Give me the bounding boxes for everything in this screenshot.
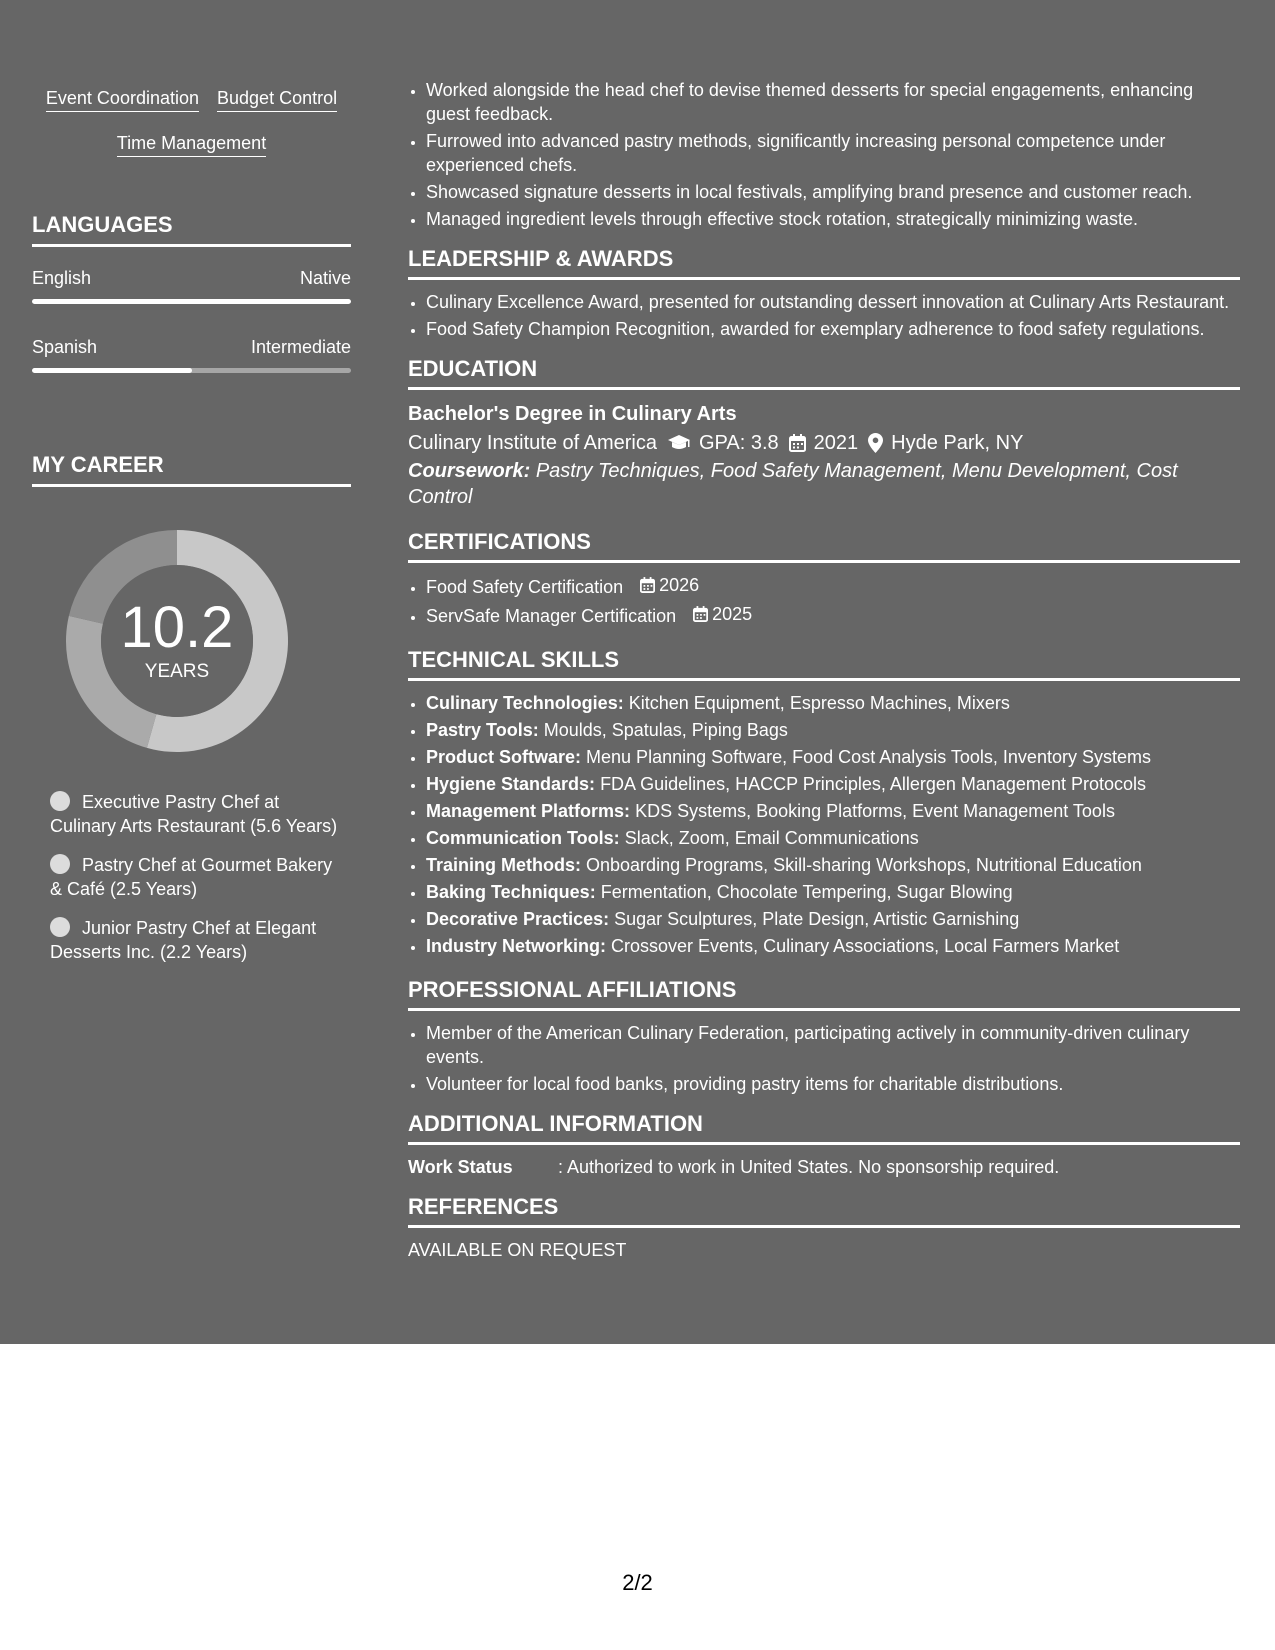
career-legend <box>50 790 340 979</box>
tech-skill-value: Kitchen Equipment, Espresso Machines, Mixers <box>628 693 1010 713</box>
tech-skill-value: Crossover Events, Culinary Associations, Local Farmers Market <box>611 936 1120 956</box>
technical-skill-item <box>426 745 1240 769</box>
certification-year: 2025 <box>712 604 753 624</box>
tech-skill-value: Sugar Sculptures, Plate Design, Artistic Garnishing <box>614 909 1020 929</box>
references-heading: REFERENCES <box>408 1193 1240 1228</box>
experience-bullet: • Worked alongside the head chef to devise themed desserts for special engagements, enhancing guest feedback. <box>426 78 1240 126</box>
technical-skill-item <box>426 799 1240 823</box>
tech-skill-label: Product Software: <box>426 747 582 767</box>
coursework-label: Coursework: <box>408 460 531 482</box>
certification-name: ServSafe Manager Certification <box>426 606 677 626</box>
leadership-item: • Food Safety Champion Recognition, awarded for exemplary adherence to food safety regulations. <box>426 317 1240 341</box>
language-row-spanish <box>32 337 351 358</box>
leadership-list <box>408 290 1240 341</box>
tech-skill-label: Communication Tools: <box>426 828 620 848</box>
references-text: AVAILABLE ON REQUEST <box>408 1240 627 1260</box>
language-level: Intermediate <box>250 337 351 357</box>
certification-item <box>426 602 1240 628</box>
work-status-value: : Authorized to work in United States. No sponsorship required. <box>558 1157 1060 1177</box>
tech-skill-label: Decorative Practices: <box>426 909 610 929</box>
experience-bullet: • Showcased signature desserts in local festivals, amplifying brand presence and customer reach. <box>426 180 1240 204</box>
additional-info-heading: ADDITIONAL INFORMATION <box>408 1110 1240 1145</box>
skill-tags-row-1 <box>32 88 351 112</box>
experience-bullet: • Furrowed into advanced pastry methods, significantly increasing personal competence under experienced chefs. <box>426 129 1240 177</box>
calendar-icon <box>640 577 655 593</box>
technical-skill-item <box>426 772 1240 796</box>
donut-center <box>66 530 288 752</box>
certification-item <box>426 573 1240 599</box>
technical-skill-item <box>426 826 1240 850</box>
languages-heading: LANGUAGES <box>32 212 351 247</box>
certification-date <box>640 573 699 597</box>
education-coursework <box>408 458 1240 510</box>
calendar-icon <box>693 606 708 622</box>
technical-skill-item <box>426 853 1240 877</box>
career-legend-label: Pastry Chef at Gourmet Bakery & Café (2.5 Years) <box>50 855 333 899</box>
skill-tag: Budget Control <box>217 88 337 112</box>
skill-tag: Event Coordination <box>46 88 199 112</box>
certification-date <box>693 602 752 626</box>
education-heading: EDUCATION <box>408 355 1240 390</box>
calendar-icon <box>789 434 806 452</box>
technical-skills-heading: TECHNICAL SKILLS <box>408 646 1240 681</box>
education-location: Hyde Park, NY <box>891 432 1024 454</box>
education-year: 2021 <box>813 432 859 454</box>
tech-skill-label: Industry Networking: <box>426 936 607 956</box>
tech-skill-value: KDS Systems, Booking Platforms, Event Management Tools <box>635 801 1115 821</box>
page-number: 2/2 <box>622 1570 653 1595</box>
education-degree: Bachelor's Degree in Culinary Arts <box>408 403 737 425</box>
legend-dot-icon <box>50 854 70 874</box>
language-bar-english <box>32 299 351 304</box>
language-name: Spanish <box>32 337 98 357</box>
tech-skill-value: Onboarding Programs, Skill-sharing Workshops, Nutritional Education <box>586 855 1142 875</box>
language-row-english <box>32 268 351 289</box>
career-legend-label: Executive Pastry Chef at Culinary Arts Restaurant (5.6 Years) <box>50 792 338 836</box>
education-details <box>408 428 1240 458</box>
career-legend-label: Junior Pastry Chef at Elegant Desserts Inc. (2.2 Years) <box>50 918 317 962</box>
language-name: English <box>32 268 92 288</box>
language-bar-fill <box>32 299 351 304</box>
tech-skill-label: Baking Techniques: <box>426 882 596 902</box>
experience-bullet: • Managed ingredient levels through effective stock rotation, strategically minimizing waste. <box>426 207 1240 231</box>
legend-dot-icon <box>50 917 70 937</box>
education-gpa: GPA: 3.8 <box>699 432 779 454</box>
technical-skill-item <box>426 718 1240 742</box>
language-bar-spanish <box>32 368 351 373</box>
right-column <box>408 78 1240 1262</box>
leadership-heading: LEADERSHIP & AWARDS <box>408 245 1240 280</box>
tech-skill-label: Training Methods: <box>426 855 581 875</box>
career-legend-item <box>50 853 340 901</box>
affiliation-item: • Volunteer for local food banks, providing pastry items for charitable distributions. <box>426 1072 1240 1096</box>
career-heading: MY CAREER <box>32 452 351 487</box>
career-total-years: 10.2 <box>120 595 234 660</box>
career-legend-item <box>50 790 340 838</box>
skill-tag: Time Management <box>117 133 266 157</box>
coursework-list: Pastry Techniques, Food Safety Management, Menu Development, Cost Control <box>408 460 1178 508</box>
location-pin-icon <box>868 433 883 453</box>
tech-skill-label: Culinary Technologies: <box>426 693 624 713</box>
technical-skill-item <box>426 907 1240 931</box>
affiliations-heading: PROFESSIONAL AFFILIATIONS <box>408 976 1240 1011</box>
language-level: Native <box>299 268 351 288</box>
work-status-row <box>408 1155 1240 1179</box>
tech-skill-value: FDA Guidelines, HACCP Principles, Allergen Management Protocols <box>600 774 1146 794</box>
career-total-unit: YEARS <box>144 661 210 682</box>
certification-name: Food Safety Certification <box>426 577 624 597</box>
technical-skill-item <box>426 691 1240 715</box>
language-bar-fill <box>32 368 192 373</box>
technical-skill-item <box>426 880 1240 904</box>
technical-skill-item <box>426 934 1240 958</box>
tech-skill-value: Slack, Zoom, Email Communications <box>624 828 919 848</box>
work-status-label: Work Status <box>408 1157 513 1177</box>
education-school: Culinary Institute of America <box>408 432 657 454</box>
certification-year: 2026 <box>659 575 700 595</box>
tech-skill-label: Hygiene Standards: <box>426 774 596 794</box>
career-legend-item <box>50 916 340 964</box>
career-donut-chart <box>66 530 288 752</box>
tech-skill-value: Moulds, Spatulas, Piping Bags <box>543 720 788 740</box>
tech-skill-label: Pastry Tools: <box>426 720 539 740</box>
affiliations-list <box>408 1021 1240 1096</box>
skill-tags-row-2 <box>32 133 351 157</box>
affiliation-item: • Member of the American Culinary Federation, participating actively in community-driven culinary events. <box>426 1021 1240 1069</box>
technical-skills-list <box>408 691 1240 958</box>
tech-skill-value: Menu Planning Software, Food Cost Analysis Tools, Inventory Systems <box>586 747 1151 767</box>
tech-skill-label: Management Platforms: <box>426 801 631 821</box>
tech-skill-value: Fermentation, Chocolate Tempering, Sugar Blowing <box>600 882 1013 902</box>
certifications-heading: CERTIFICATIONS <box>408 528 1240 563</box>
experience-bullets <box>408 78 1240 231</box>
graduation-cap-icon <box>667 434 691 452</box>
legend-dot-icon <box>50 791 70 811</box>
certifications-list <box>408 573 1240 628</box>
leadership-item: • Culinary Excellence Award, presented for outstanding dessert innovation at Culinary Arts Restaurant. <box>426 290 1240 314</box>
